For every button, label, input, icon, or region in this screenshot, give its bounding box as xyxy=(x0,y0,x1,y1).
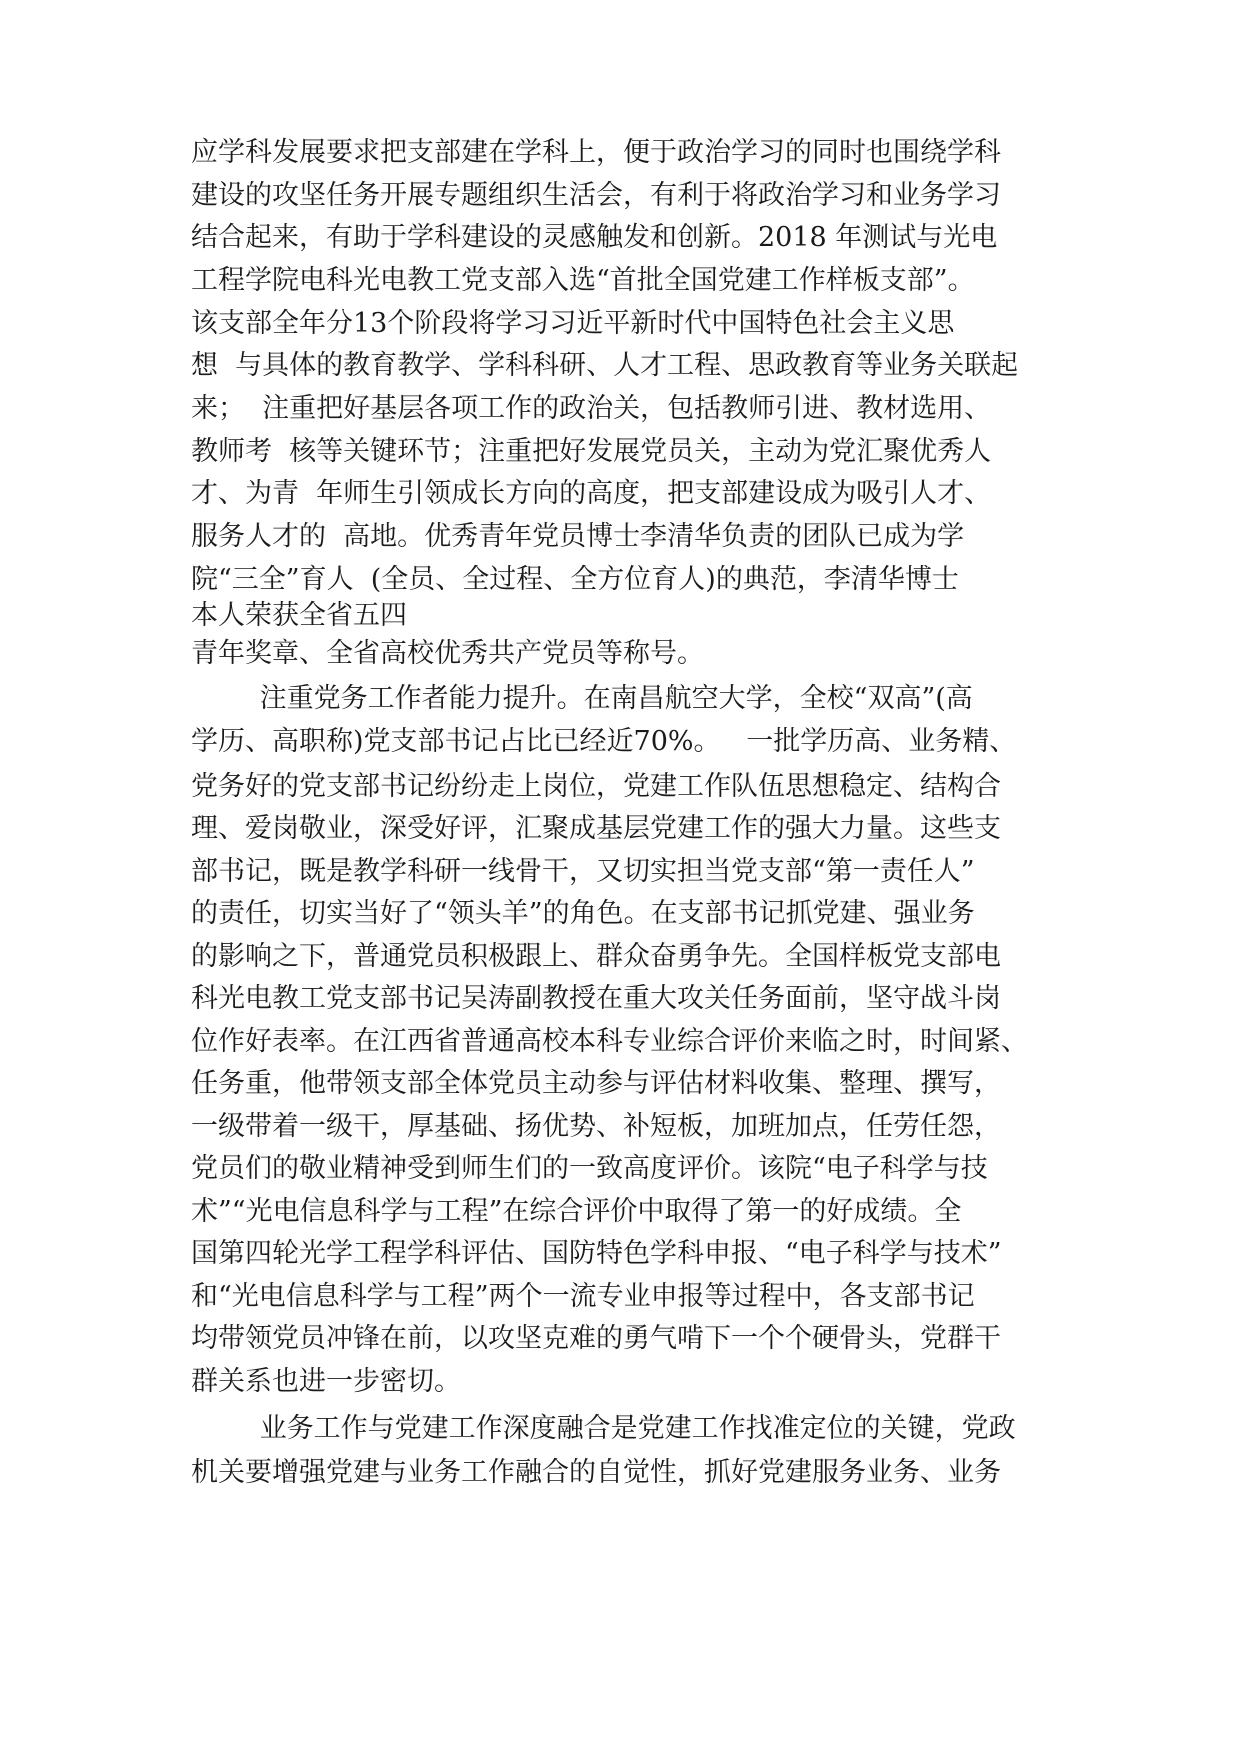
text-line: 部书记，既是教学科研一线骨干，又切实担当党支部“第一责任人” xyxy=(191,856,975,887)
text-line: 群关系也进一步密切。 xyxy=(191,1366,461,1397)
text-line: 术”“光电信息科学与工程”在综合评价中取得了第一的好成绩。全 xyxy=(191,1196,962,1227)
text-line: 的责任，切实当好了“领头羊”的角色。在支部书记抓党建、强业务 xyxy=(191,898,975,929)
text-line: 学历、高职称)党支部书记占比已经近70%。 一批学历高、业务精、 xyxy=(191,726,1017,757)
text-line: 想 与具体的教育教学、学科科研、人才工程、思政教育等业务关联起 xyxy=(191,350,1019,381)
text-line: 本人荣获全省五四 xyxy=(191,600,407,631)
text-line: 来； 注重把好基层各项工作的政治关，包括教师引进、教材选用、 xyxy=(191,393,992,424)
text-line: 注重党务工作者能力提升。在南昌航空大学，全校“双高”(高 xyxy=(191,683,973,714)
text-line: 均带领党员冲锋在前，以攻坚克难的勇气啃下一个个硬骨头，党群干 xyxy=(191,1323,1001,1354)
text-line: 工程学院电科光电教工党支部入选“首批全国党建工作样板支部”。 xyxy=(191,265,975,296)
text-line: 一级带着一级干，厚基础、扬优势、补短板，加班加点，任劳任怨， xyxy=(191,1111,1001,1142)
text-line: 院“三全”育人 (全员、全过程、全方位育人)的典范，李清华博士 xyxy=(191,564,959,595)
text-line: 服务人才的 高地。优秀青年党员博士李清华负责的团队已成为学 xyxy=(191,521,965,552)
text-line: 结合起来，有助于学科建设的灵感触发和创新。2018 年测试与光电 xyxy=(191,222,998,253)
text-line: 的影响之下，普通党员积极跟上、群众奋勇争先。全国样板党支部电 xyxy=(191,941,1001,972)
text-line: 任务重，他带领支部全体党员主动参与评估材料收集、整理、撰写， xyxy=(191,1068,1001,1099)
text-line: 位作好表率。在江西省普通高校本科专业综合评价来临之时，时间紧、 xyxy=(191,1026,1028,1057)
text-line: 应学科发展要求把支部建在学科上，便于政治学习的同时也围绕学科 xyxy=(191,137,1001,168)
text-line: 建设的攻坚任务开展专题组织生活会，有利于将政治学习和业务学习 xyxy=(191,180,1001,211)
text-line: 党员们的敬业精神受到师生们的一致高度评价。该院“电子科学与技 xyxy=(191,1153,988,1184)
text-line: 党务好的党支部书记纷纷走上岗位，党建工作队伍思想稳定、结构合 xyxy=(191,771,1001,802)
text-line: 国第四轮光学工程学科评估、国防特色学科申报、“电子科学与技术” xyxy=(191,1238,1002,1269)
text-line: 机关要增强党建与业务工作融合的自觉性，抓好党建服务业务、业务 xyxy=(191,1457,1001,1488)
text-line: 该支部全年分13个阶段将学习习近平新时代中国特色社会主义思 xyxy=(191,308,955,339)
text-line: 和“光电信息科学与工程”两个一流专业申报等过程中，各支部书记 xyxy=(191,1281,975,1312)
text-line: 科光电教工党支部书记吴涛副教授在重大攻关任务面前，坚守战斗岗 xyxy=(191,983,1001,1014)
text-line: 青年奖章、全省高校优秀共产党员等称号。 xyxy=(191,638,704,669)
text-line: 教师考 核等关键环节；注重把好发展党员关，主动为党汇聚优秀人 xyxy=(191,436,992,467)
text-line: 业务工作与党建工作深度融合是党建工作找准定位的关键，党政 xyxy=(191,1413,1016,1444)
text-line: 理、爱岗敬业，深受好评，汇聚成基层党建工作的强大力量。这些支 xyxy=(191,813,1001,844)
text-line: 才、为青 年师生引领成长方向的高度，把支部建设成为吸引人才、 xyxy=(191,478,992,509)
